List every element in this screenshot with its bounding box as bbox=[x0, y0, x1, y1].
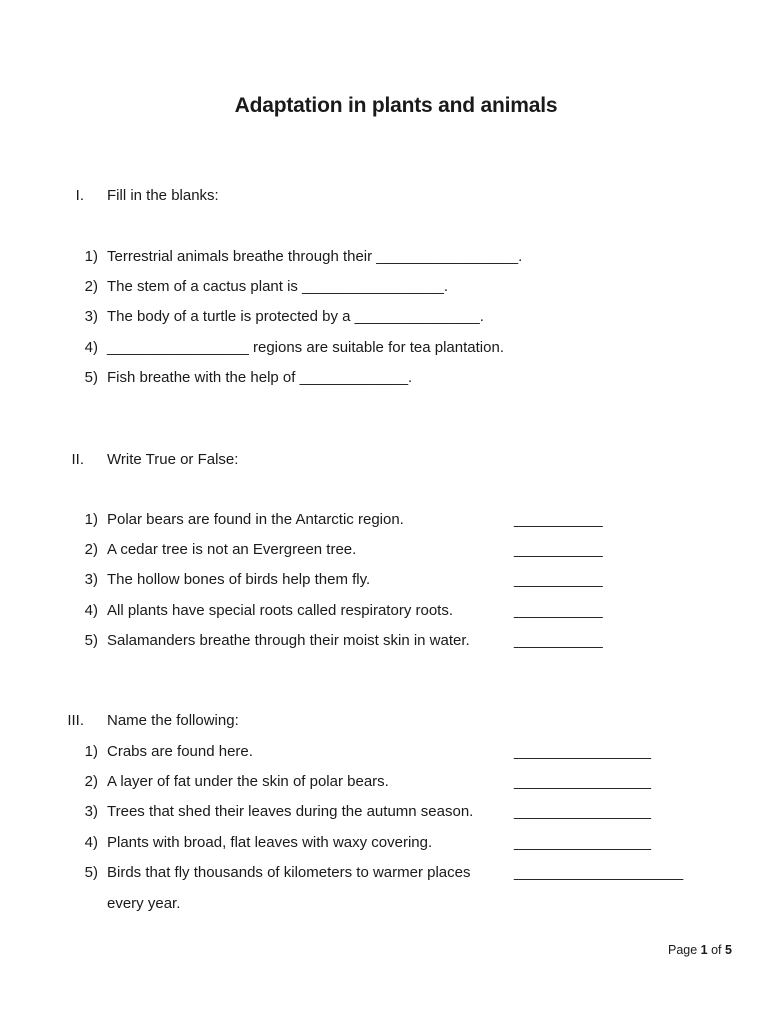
page-prefix: Page bbox=[668, 943, 701, 957]
item-text-continuation: every year. bbox=[107, 895, 181, 912]
section-numeral: II. bbox=[71, 451, 84, 468]
item-number: 5) bbox=[84, 632, 98, 649]
answer-blank: ___________ bbox=[514, 632, 603, 649]
item-number: 1) bbox=[84, 511, 98, 528]
item-text: Terrestrial animals breathe through their _________________. bbox=[107, 248, 523, 265]
answer-blank: _____________________ bbox=[514, 864, 683, 881]
item-text: A cedar tree is not an Evergreen tree. bbox=[107, 541, 357, 558]
page-current: 1 bbox=[700, 943, 708, 957]
item-text: Crabs are found here. bbox=[107, 743, 253, 760]
page-total: 5 bbox=[725, 943, 732, 957]
page-number bbox=[668, 943, 732, 957]
section-label: Name the following: bbox=[107, 712, 239, 729]
item-number: 1) bbox=[84, 248, 98, 265]
item-number: 3) bbox=[84, 308, 98, 325]
answer-blank: _________________ bbox=[514, 773, 651, 790]
item-text: Salamanders breathe through their moist skin in water. bbox=[107, 632, 470, 649]
page-middle: of bbox=[707, 943, 725, 957]
item-text: Birds that fly thousands of kilometers to warmer places bbox=[107, 864, 471, 881]
answer-blank: ___________ bbox=[514, 541, 603, 558]
item-text: Plants with broad, flat leaves with waxy covering. bbox=[107, 834, 433, 851]
answer-blank: ___________ bbox=[514, 602, 603, 619]
item-number: 1) bbox=[84, 743, 98, 760]
answer-blank: _________________ bbox=[514, 834, 651, 851]
answer-blank: ___________ bbox=[514, 571, 603, 588]
item-number: 4) bbox=[84, 602, 98, 619]
item-text: The stem of a cactus plant is _________________. bbox=[107, 278, 449, 295]
section-label: Fill in the blanks: bbox=[107, 187, 219, 204]
answer-blank: _________________ bbox=[514, 803, 651, 820]
item-number: 2) bbox=[84, 278, 98, 295]
answer-blank: _________________ bbox=[514, 743, 651, 760]
item-text: Trees that shed their leaves during the autumn season. bbox=[107, 803, 474, 820]
answer-blank: ___________ bbox=[514, 511, 603, 528]
item-text: Polar bears are found in the Antarctic region. bbox=[107, 511, 404, 528]
item-text: The body of a turtle is protected by a _______________. bbox=[107, 308, 484, 325]
item-number: 4) bbox=[84, 834, 98, 851]
section-numeral: III. bbox=[67, 712, 84, 729]
section-label: Write True or False: bbox=[107, 451, 239, 468]
page-title: Adaptation in plants and animals bbox=[234, 94, 558, 117]
item-text: The hollow bones of birds help them fly. bbox=[107, 571, 371, 588]
item-number: 3) bbox=[84, 571, 98, 588]
item-number: 2) bbox=[84, 541, 98, 558]
item-number: 4) bbox=[84, 339, 98, 356]
item-number: 2) bbox=[84, 773, 98, 790]
item-number: 3) bbox=[84, 803, 98, 820]
item-number: 5) bbox=[84, 369, 98, 386]
item-number: 5) bbox=[84, 864, 98, 881]
item-text: All plants have special roots called respiratory roots. bbox=[107, 602, 453, 619]
item-text: A layer of fat under the skin of polar bears. bbox=[107, 773, 389, 790]
section-numeral: I. bbox=[75, 187, 84, 204]
item-text: _________________ regions are suitable for tea plantation. bbox=[107, 339, 504, 356]
item-text: Fish breathe with the help of _____________. bbox=[107, 369, 413, 386]
